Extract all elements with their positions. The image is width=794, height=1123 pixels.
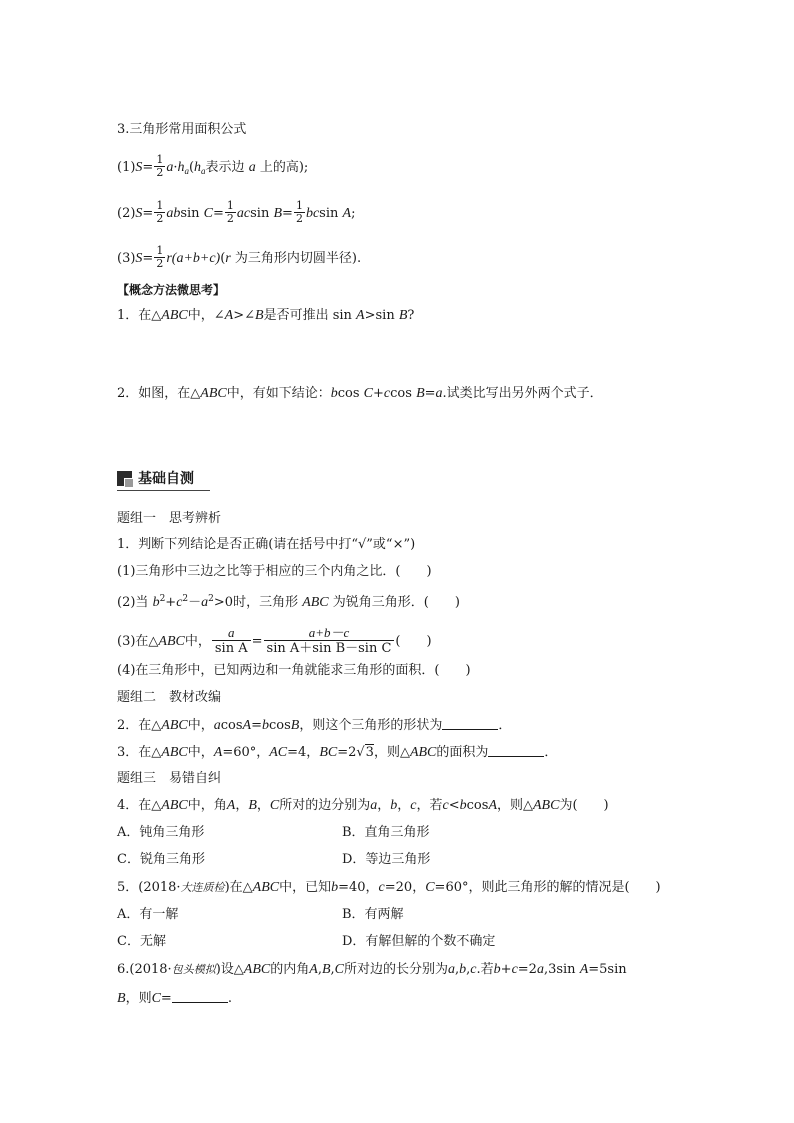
group1-question-1: 1．判断下列结论是否正确(请在括号中打“√”或“×”) (117, 537, 416, 552)
group3-question-5: 5．(2018·大连质检)在△ABC中，已知b=40，c=20，C=60°，则此三角形的解的情况是( ) (117, 880, 661, 895)
group1-statement-2: (2)当 $b^2+c^2-a^2>0$时，三角形 ABC 为锐角三角形．( ) (117, 594, 460, 610)
section-square-icon (117, 471, 132, 486)
fraction-half: $\frac{1}{2}$ (156, 153, 164, 179)
formula-1: (1)S= $\frac{1}{2}$ $a\cdot h_a(h_a$表示边 a 上的高); (117, 153, 309, 179)
group3-heading: 题组三 易错自纠 (117, 771, 222, 786)
q5-option-b[interactable]: B．有两解 (342, 907, 404, 922)
group3-question-4: 4．在△ABC中，角A，B，C所对的边分别为a，b，c，若c<bcosA，则△ABC为( ) (117, 798, 609, 813)
group2-question-3: 3．在△ABC中，A=60°，AC=4，BC=2√3，则△ABC的面积为 ． (117, 745, 558, 760)
group2-heading: 题组二 教材改编 (117, 690, 222, 705)
q5-option-c[interactable]: C．无解 (117, 934, 166, 949)
group2-question-2: 2．在△ABC中，acosA=bcosB，则这个三角形的形状为 ． (117, 718, 512, 733)
formula-heading: 3.三角形常用面积公式 (117, 122, 247, 137)
section-title (117, 469, 194, 487)
answer-blank[interactable] (442, 717, 498, 730)
q4-option-a[interactable]: A．钝角三角形 (117, 825, 205, 840)
q5-option-a[interactable]: A．有一解 (117, 907, 179, 922)
q4-option-c[interactable]: C．锐角三角形 (117, 852, 205, 867)
group3-question-6-line2: B，则C= . (117, 991, 232, 1006)
group1-statement-4: (4)在三角形中，已知两边和一角就能求三角形的面积．( ) (117, 663, 471, 678)
section-divider (117, 490, 210, 491)
group1-statement-3: (3)在△ABC中， $\frac{a}{\text{sin A}}$ = $\frac{a+b-c}{\text{sin A＋sin B－sin C}}$ ( ) (117, 625, 432, 656)
q4-option-b[interactable]: B．直角三角形 (342, 825, 430, 840)
answer-blank[interactable] (488, 744, 544, 757)
answer-blank[interactable] (172, 990, 228, 1003)
section-title-label: 基础自测 (138, 471, 194, 487)
formula-2: (2)S= $\frac{1}{2}$ absin C= $\frac{1}{2}$ acsin B= $\frac{1}{2}$ bcsin A; (117, 199, 356, 225)
concept-question-2: 2．如图，在△ABC中，有如下结论：bcos C+ccos B=a.试类比写出另外两个式子． (117, 386, 603, 401)
formula-3: (3)S= $\frac{1}{2}$ r(a+b+c)(r 为三角形内切圆半径). (117, 244, 362, 270)
group1-statement-1: (1)三角形中三边之比等于相应的三个内角之比．( ) (117, 564, 432, 579)
q4-option-d[interactable]: D．等边三角形 (342, 852, 431, 867)
concept-question-1: 1．在△ABC中，∠A>∠B是否可推出 sin A>sin B? (117, 308, 415, 323)
concept-heading: 【概念方法微思考】 (117, 283, 226, 297)
sqrt-symbol: √ (356, 745, 365, 760)
group1-heading: 题组一 思考辨析 (117, 511, 222, 526)
q5-option-d[interactable]: D．有解但解的个数不确定 (342, 934, 496, 949)
group3-question-6: 6.(2018·包头模拟)设△ABC的内角A,B,C所对边的长分别为a,b,c.若b+c=2a,3sin A=5sin (117, 962, 627, 977)
